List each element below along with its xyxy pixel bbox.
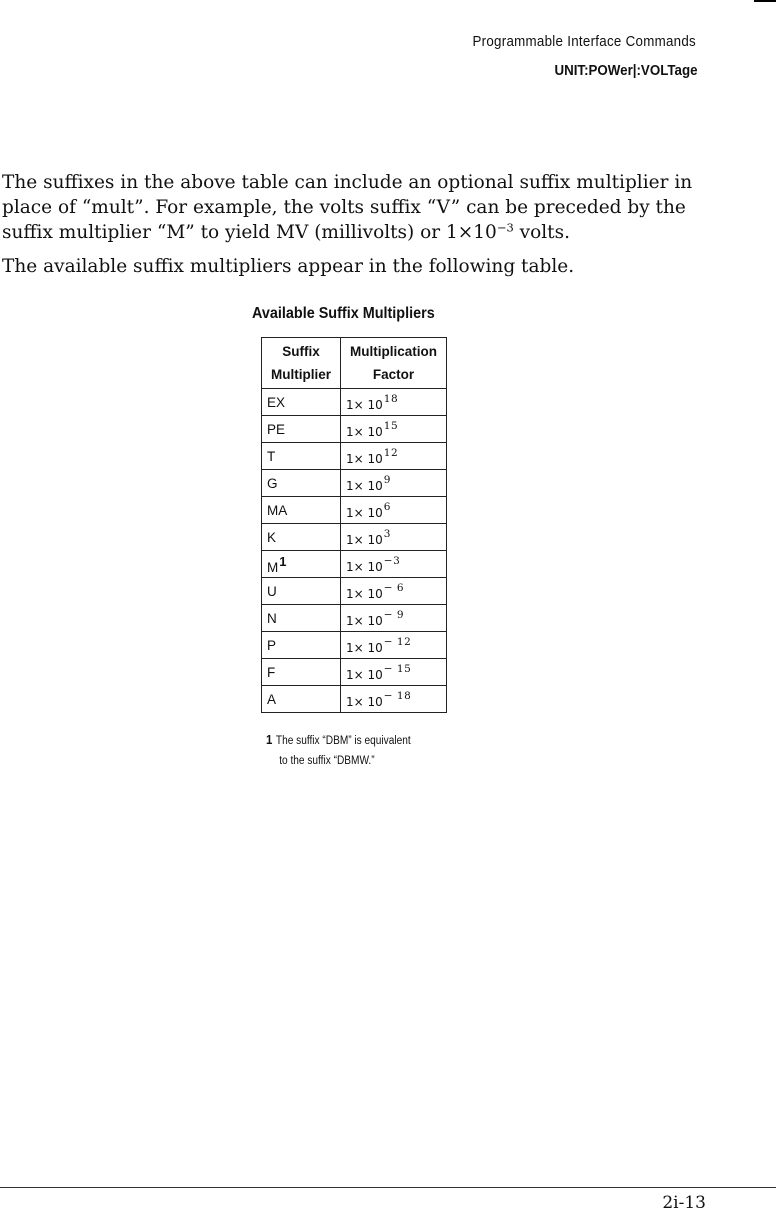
footnote-line-1 bbox=[266, 730, 411, 751]
suffix-code: M bbox=[267, 559, 279, 575]
factor-cell bbox=[341, 632, 447, 659]
table-row bbox=[262, 416, 447, 443]
page-number: 2i-13 bbox=[662, 1193, 706, 1213]
factor-base: 1× 10 bbox=[346, 478, 383, 493]
table-row bbox=[262, 443, 447, 470]
suffix-code: T bbox=[267, 448, 276, 464]
factor-base: 1× 10 bbox=[346, 694, 383, 709]
factor-exponent: 18 bbox=[383, 392, 399, 405]
table-row bbox=[262, 524, 447, 551]
intro-text-1: The suffixes in the above table can include an optional suffix multiplier in place of “mult”. For example, the volts suffix “V” can be preceded by the suffix multiplier “M” to yield MV (millivolts) or 1×10 bbox=[2, 172, 693, 243]
factor-exponent: − 9 bbox=[383, 608, 405, 621]
factor-cell bbox=[341, 443, 447, 470]
corner-mark bbox=[754, 0, 776, 2]
factor-exponent: − 15 bbox=[383, 662, 412, 675]
suffix-cell bbox=[262, 497, 341, 524]
factor-cell bbox=[341, 605, 447, 632]
factor-base: 1× 10 bbox=[346, 532, 383, 547]
table-row bbox=[262, 605, 447, 632]
factor-exponent: −3 bbox=[383, 554, 401, 567]
table-intro-paragraph: The available suffix multipliers appear in the following table. bbox=[2, 256, 575, 277]
suffix-cell bbox=[262, 416, 341, 443]
factor-exponent: 15 bbox=[383, 419, 399, 432]
factor-base: 1× 10 bbox=[346, 424, 383, 439]
factor-cell bbox=[341, 686, 447, 713]
running-header-subtitle: UNIT:POWer|:VOLTage bbox=[554, 63, 698, 79]
factor-base: 1× 10 bbox=[346, 559, 383, 574]
column-header-suffix-line1: Suffix bbox=[282, 344, 320, 359]
suffix-code: A bbox=[267, 691, 277, 707]
table-row bbox=[262, 551, 447, 578]
factor-exponent: − 12 bbox=[383, 635, 412, 648]
factor-cell bbox=[341, 524, 447, 551]
column-header-suffix bbox=[262, 338, 341, 389]
intro-paragraph bbox=[2, 170, 702, 245]
suffix-code: U bbox=[267, 583, 277, 599]
suffix-code: F bbox=[267, 664, 276, 680]
factor-cell bbox=[341, 470, 447, 497]
factor-base: 1× 10 bbox=[346, 505, 383, 520]
factor-base: 1× 10 bbox=[346, 640, 383, 655]
intro-text-2: volts. bbox=[513, 222, 570, 243]
table-body bbox=[262, 389, 447, 713]
factor-exponent: 3 bbox=[383, 527, 391, 540]
factor-base: 1× 10 bbox=[346, 586, 383, 601]
table-row bbox=[262, 632, 447, 659]
factor-cell bbox=[341, 551, 447, 578]
suffix-cell bbox=[262, 524, 341, 551]
suffix-code: PE bbox=[267, 421, 286, 437]
factor-exponent: − 6 bbox=[383, 581, 405, 594]
column-header-suffix-line2: Multiplier bbox=[271, 367, 331, 382]
factor-cell bbox=[341, 578, 447, 605]
table-row bbox=[262, 389, 447, 416]
column-header-factor-line2: Factor bbox=[372, 367, 415, 382]
factor-base: 1× 10 bbox=[346, 613, 383, 628]
factor-cell bbox=[341, 416, 447, 443]
suffix-multiplier-table bbox=[261, 337, 447, 713]
table-row bbox=[262, 686, 447, 713]
suffix-cell bbox=[262, 632, 341, 659]
suffix-code: K bbox=[267, 529, 277, 545]
running-header-title: Programmable Interface Commands bbox=[472, 34, 696, 50]
factor-cell bbox=[341, 497, 447, 524]
footnote-number: 1 bbox=[266, 732, 273, 747]
factor-exponent: 6 bbox=[383, 500, 391, 513]
factor-cell bbox=[341, 659, 447, 686]
suffix-cell bbox=[262, 686, 341, 713]
suffix-cell bbox=[262, 551, 341, 578]
suffix-code: MA bbox=[267, 502, 288, 518]
table-row bbox=[262, 578, 447, 605]
factor-base: 1× 10 bbox=[346, 451, 383, 466]
factor-exponent: 9 bbox=[383, 473, 391, 486]
suffix-cell bbox=[262, 605, 341, 632]
factor-exponent: − 18 bbox=[383, 689, 412, 702]
suffix-cell bbox=[262, 389, 341, 416]
suffix-code: EX bbox=[267, 394, 286, 410]
table-header-row bbox=[262, 338, 447, 389]
intro-exponent: −3 bbox=[496, 220, 514, 235]
column-header-factor bbox=[341, 338, 447, 389]
suffix-cell bbox=[262, 659, 341, 686]
table-title: Available Suffix Multipliers bbox=[252, 305, 435, 322]
table-row bbox=[262, 659, 447, 686]
factor-cell bbox=[341, 389, 447, 416]
suffix-cell bbox=[262, 470, 341, 497]
table-row bbox=[262, 497, 447, 524]
table-footnote bbox=[266, 730, 411, 771]
suffix-code: G bbox=[267, 475, 278, 491]
factor-base: 1× 10 bbox=[346, 397, 383, 412]
footnote-text-1: The suffix “DBM” is equivalent bbox=[275, 735, 411, 747]
suffix-code: N bbox=[267, 610, 277, 626]
suffix-code: P bbox=[267, 637, 277, 653]
footnote-line-2: to the suffix “DBMW.” bbox=[279, 755, 375, 767]
factor-base: 1× 10 bbox=[346, 667, 383, 682]
suffix-cell bbox=[262, 443, 341, 470]
footer-rule bbox=[0, 1187, 776, 1188]
footnote-marker: 1 bbox=[279, 553, 287, 569]
column-header-factor-line1: Multiplication bbox=[350, 344, 437, 359]
suffix-cell bbox=[262, 578, 341, 605]
table-row bbox=[262, 470, 447, 497]
factor-exponent: 12 bbox=[383, 446, 399, 459]
